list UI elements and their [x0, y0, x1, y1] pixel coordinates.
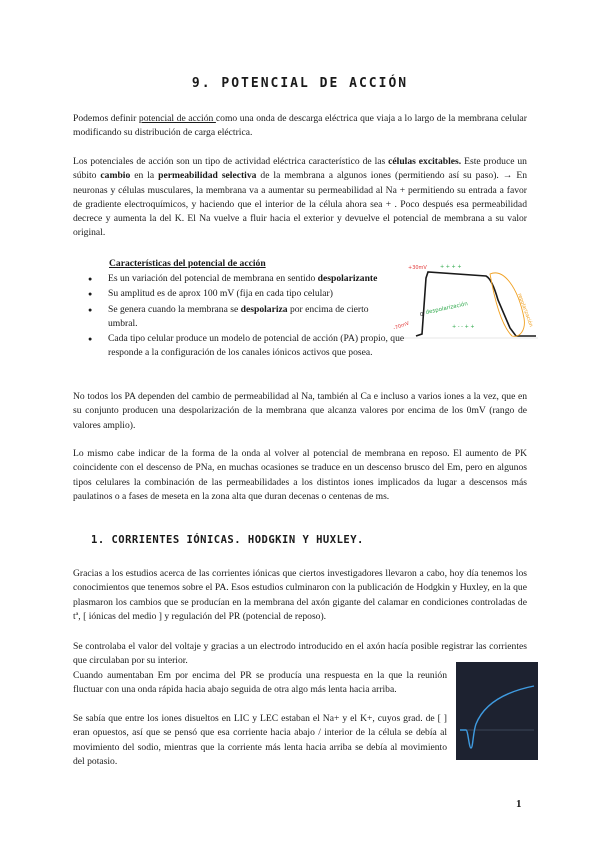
text: como una onda de descarga eléctrica que viaja a lo largo de la membrana celular modificando su distribución de carga eléctrica. — [73, 113, 527, 139]
label-rest: -70mV — [392, 320, 411, 332]
list-item — [86, 303, 386, 332]
text: en la — [130, 170, 159, 182]
text: Cada tipo celular produce un modelo de potencial de acción (PA) propio, que responde a la configuración de los canales iónicos activos que posea. — [108, 333, 405, 359]
text: Podemos definir — [73, 113, 139, 124]
text: Los potenciales de acción son un tipo de actividad eléctrica característico de las — [73, 156, 389, 167]
ionic-current-figure — [456, 662, 538, 760]
current-trace — [460, 686, 534, 748]
bold-text: cambio — [100, 170, 131, 182]
paragraph-definition — [73, 112, 527, 141]
list-item — [86, 287, 386, 301]
section-heading-currents: 1. CORRIENTES IÓNICAS. HODGKIN Y HUXLEY. — [91, 534, 364, 546]
text: Es un variación del potencial de membrana en sentido — [108, 273, 318, 284]
characteristics-heading: Características del potencial de acción — [109, 258, 266, 269]
text: Se genera cuando la membrana se — [108, 303, 241, 315]
label-top: +30mV — [408, 265, 427, 271]
action-potential-svg — [386, 258, 544, 350]
paragraph-ions: No todos los PA dependen del cambio de permeabilidad al Na, también al Ca e incluso a varios iones a la vez, que en su conjunto producen una despolarización de la membrana que alcanza valores por encima de los 0mV (rango de valores amplio). — [73, 391, 527, 431]
paragraph-response: Cuando aumentaban Em por encima del PR se producía una respuesta en la que la reunión fluctuar con una onda rápida hacia abajo seguida de otra algo más lenta hacia arriba. — [73, 670, 447, 696]
action-potential-sketch — [386, 258, 544, 350]
paragraph-voltage-control: Se controlaba el valor del voltaje y gracias a un electrodo introducido en el axón hacía posible registrar las corrientes que circulaban por su interior. — [73, 641, 527, 667]
text: Este produce un súbito — [73, 156, 527, 182]
term-potencial-de-accion: potencial de acción — [138, 113, 216, 124]
ionic-current-svg — [456, 662, 538, 760]
label-signs-bottom: + - - + + — [452, 324, 475, 330]
text: Su amplitud es de aprox 100 mV (fija en cada tipo celular) — [108, 288, 333, 300]
text: de la membrana a algunos iones (permitiendo así su paso). → En neuronas y células musculares, la membrana va a aumentar su permeabilidad al Na + permitiendo su entrada a favor de gradiente electroquímicos, y haciendo que el interior de la célula ahora sea + . Poco después esa permeabilidad decrece y aumenta la del K. El Na vuelve a fluir hacia el exterior y devuelve el potencial de membrana a su valor original. — [73, 170, 527, 239]
label-depolarization: despolarización — [425, 301, 469, 316]
label-repolarization: repolarización — [516, 292, 534, 328]
action-potential-curve — [416, 272, 536, 336]
repolarization-outline — [490, 273, 524, 336]
label-signs-top: + + + + — [440, 264, 462, 270]
paragraph-excitable-cells — [73, 155, 527, 241]
bold-text: células excitables. — [388, 156, 462, 167]
bold-text: permeabilidad selectiva — [158, 170, 257, 182]
bold-text: despolariza — [240, 303, 288, 315]
paragraph-wave-shape: Lo mismo cabe indicar de la forma de la onda al volver al potencial de membrana en reposo. El aumento de PK coincidente con el descenso de PNa, en muchas ocasiones se traduce en un descenso brusco del Em, pero en algunos tipos celulares la combinación de las permeabilidades a los distintos iones implicados da lugar a descensos más paulatinos o a fases de meseta en la zona alta que duran decenas o centenas de ms. — [73, 448, 527, 502]
paragraph-sodium-potassium: Se sabía que entre los iones disueltos en LIC y LEC estaban el Na+ y el K+, cuyos grad. de [ ] eran opuestos, así que se pensó que esa corriente hacia abajo / interior de la célula se debía al movimiento del sodio, mientras que la corriente más lenta hacia arriba se debía al movimiento del potasio. — [73, 713, 447, 767]
paragraph-studies: Gracias a los estudios acerca de las corrientes iónicas que ciertos investigadores llevaron a cabo, hoy día tenemos los conocimientos que tenemos sobre el PA. Esos estudios culminaron con la publicación de Hodgkin y Huxley, en la que plasmaron los cambios que se producían en la membrana del axón gigante del calamar en condiciones controladas de tª, [ iónicas del medio ] y regulación del PR (potencial de reposo). — [73, 568, 527, 622]
bold-text: despolarizante — [317, 273, 378, 284]
text: por encima de cierto umbral. — [108, 303, 369, 329]
list-item — [86, 272, 386, 286]
page-title: 9. POTENCIAL DE ACCIÓN — [191, 76, 409, 91]
page-number: 1 — [516, 798, 522, 810]
label-zero: 0 — [420, 312, 424, 318]
